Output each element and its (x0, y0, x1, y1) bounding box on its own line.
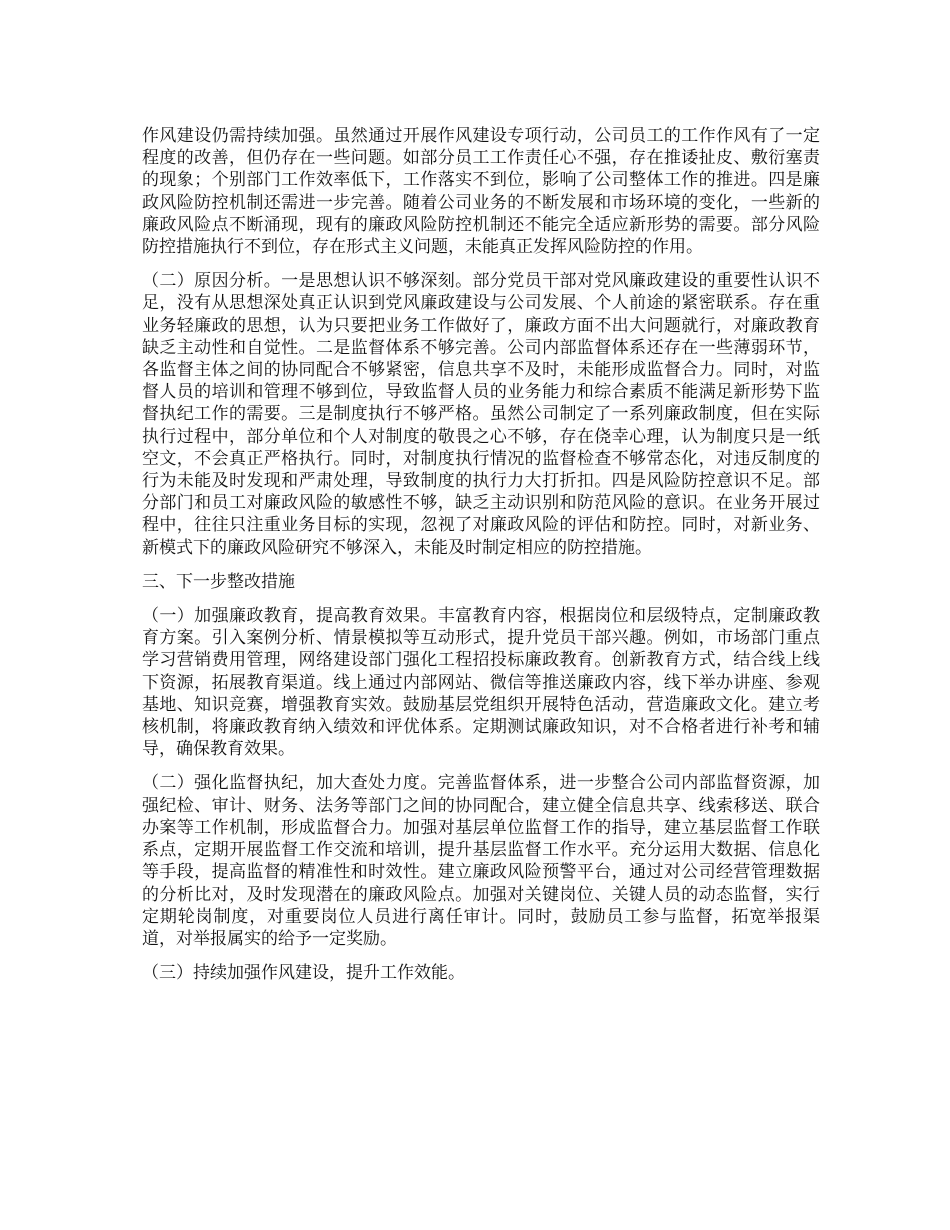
paragraph-supervision-discipline: （二）强化监督执纪，加大查处力度。完善监督体系，进一步整合公司内部监督资源，加强纪检、审计、财务、法务等部门之间的协同配合，建立健全信息共享、线索移送、联合办案等工作机制，形成监督合力。加强对基层单位监督工作的指导，建立基层监督工作联系点，定期开展监督工作交流和培训，提升基层监督工作水平。充分运用大数据、信息化等手段，提高监督的精准性和时效性。建立廉政风险预警平台，通过对公司经营管理数据的分析比对，及时发现潜在的廉政风险点。加强对关键岗位、关键人员的动态监督，实行定期轮岗制度，对重要岗位人员进行离任审计。同时，鼓励员工参与监督，拓宽举报渠道，对举报属实的给予一定奖励。 (142, 773, 820, 949)
paragraph-integrity-education: （一）加强廉政教育，提高教育效果。丰富教育内容，根据岗位和层级特点，定制廉政教育方案。引入案例分析、情景模拟等互动形式，提升党员干部兴趣。例如，市场部门重点学习营销费用管理，网络建设部门强化工程招投标廉政教育。创新教育方式，结合线上线下资源，拓展教育渠道。线上通过内部网站、微信等推送廉政内容，线下举办讲座、参观基地、知识竞赛，增强教育实效。鼓励基层党组织开展特色活动，营造廉政文化。建立考核机制，将廉政教育纳入绩效和评优体系。定期测试廉政知识，对不合格者进行补考和辅导，确保教育效果。 (142, 606, 820, 760)
document-body (142, 125, 820, 996)
paragraph-work-style-improvement: （三）持续加强作风建设，提升工作效能。 (142, 963, 465, 984)
section-heading-next-steps: 三、下一步整改措施 (142, 571, 295, 592)
paragraph-cause-analysis: （二）原因分析。一是思想认识不够深刻。部分党员干部对党风廉政建设的重要性认识不足，没有从思想深处真正认识到党风廉政建设与公司发展、个人前途的紧密联系。存在重业务轻廉政的思想，认为只要把业务工作做好了，廉政方面不出大问题就行，对廉政教育缺乏主动性和自觉性。二是监督体系不够完善。公司内部监督体系还存在一些薄弱环节，各监督主体之间的协同配合不够紧密，信息共享不及时，未能形成监督合力。同时，对监督人员的培训和管理不够到位，导致监督人员的业务能力和综合素质不能满足新形势下监督执纪工作的需要。三是制度执行不够严格。虽然公司制定了一系列廉政制度，但在实际执行过程中，部分单位和个人对制度的敬畏之心不够，存在侥幸心理，认为制度只是一纸空文，不会真正严格执行。同时，对制度执行情况的监督检查不够常态化，对违反制度的行为未能及时发现和严肃处理，导致制度的执行力大打折扣。四是风险防控意识不足。部分部门和员工对廉政风险的敏感性不够，缺乏主动识别和防范风险的意识。在业务开展过程中，往往只注重业务目标的实现，忽视了对廉政风险的评估和防控。同时，对新业务、新模式下的廉政风险研究不够深入，未能及时制定相应的防控措施。 (142, 271, 820, 558)
paragraph-work-style-issue: 作风建设仍需持续加强。虽然通过开展作风建设专项行动，公司员工的工作作风有了一定程度的改善，但仍存在一些问题。如部分员工工作责任心不强，存在推诿扯皮、敷衍塞责的现象；个别部门工作效率低下，工作落实不到位，影响了公司整体工作的推进。四是廉政风险防控机制还需进一步完善。随着公司业务的不断发展和市场环境的变化，一些新的廉政风险点不断涌现，现有的廉政风险防控机制还不能完全适应新形势的需要。部分风险防控措施执行不到位，存在形式主义问题，未能真正发挥风险防控的作用。 (142, 126, 820, 258)
